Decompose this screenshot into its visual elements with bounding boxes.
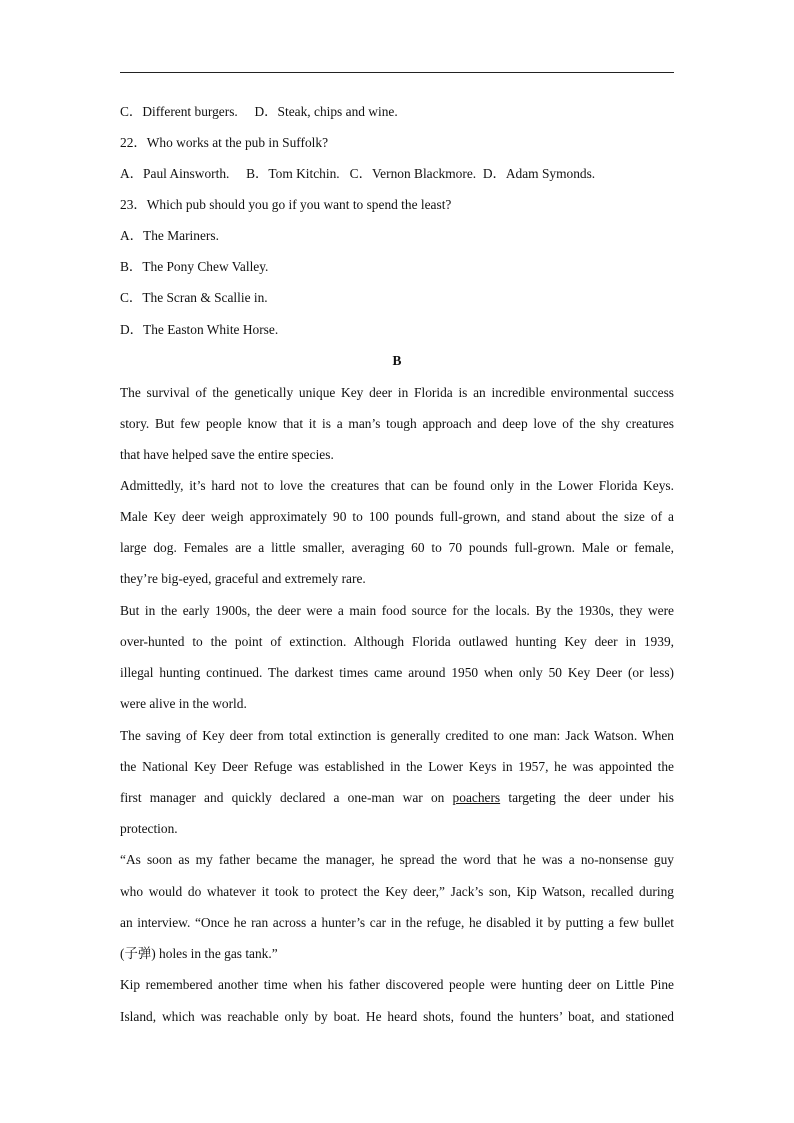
passage-line: the National Key Deer Refuge was established in the Lower Keys in 1957, he was appointed the: [120, 759, 674, 774]
passage-line: that have helped save the entire species.: [120, 447, 334, 462]
passage-line: “As soon as my father became the manager, he spread the word that he was a no-nonsense guy: [120, 852, 674, 867]
passage-line: were alive in the world.: [120, 696, 247, 711]
passage-line: large dog. Females are a little smaller, averaging 60 to 70 pounds full-grown. Male or female,: [120, 540, 674, 555]
question-23-option-b: B．The Pony Chew Valley.: [120, 259, 269, 274]
passage-line: Admittedly, it’s hard not to love the creatures that can be found only in the Lower Florida Keys.: [120, 478, 674, 493]
question-21-options-cd: C．Different burgers. D．Steak, chips and wine.: [120, 104, 398, 119]
question-23-option-d: D．The Easton White Horse.: [120, 322, 279, 337]
passage-text: targeting the deer under his: [508, 790, 674, 805]
passage-line: But in the early 1900s, the deer were a main food source for the locals. By the 1930s, they were: [120, 603, 674, 618]
passage-line: (子弹) holes in the gas tank.”: [120, 946, 278, 961]
passage-line: who would do whatever it took to protect the Key deer,” Jack’s son, Kip Watson, recalled during: [120, 884, 674, 899]
question-22-options: A．Paul Ainsworth. B．Tom Kitchin. C．Vernon Blackmore. D．Adam Symonds.: [120, 166, 596, 181]
underlined-word-poachers: poachers: [452, 790, 501, 805]
question-23-stem: 23．Which pub should you go if you want to spend the least?: [120, 197, 452, 212]
passage-line: Island, which was reachable only by boat. He heard shots, found the hunters’ boat, and stationed: [120, 1009, 674, 1024]
passage-line: Kip remembered another time when his father discovered people were hunting deer on Little Pine: [120, 977, 674, 992]
passage-line-with-underlined-word: [120, 790, 674, 806]
passage-text: first manager and quickly declared a one-man war on: [120, 790, 445, 805]
passage-line: illegal hunting continued. The darkest times came around 1950 when only 50 Key Deer (or less): [120, 665, 674, 680]
passage-line: story. But few people know that it is a man’s tough approach and deep love of the shy creatures: [120, 416, 674, 431]
question-22-stem: 22．Who works at the pub in Suffolk?: [120, 135, 329, 150]
passage-line: The saving of Key deer from total extinction is generally credited to one man: Jack Watson. When: [120, 728, 674, 743]
passage-line: an interview. “Once he ran across a hunter’s car in the refuge, he disabled it by putting a few bullet: [120, 915, 674, 930]
question-23-option-c: C．The Scran & Scallie in.: [120, 290, 268, 305]
passage-heading: B: [392, 353, 402, 368]
passage-line: over-hunted to the point of extinction. Although Florida outlawed hunting Key deer in 1939,: [120, 634, 674, 649]
question-23-option-a: A．The Mariners.: [120, 228, 219, 243]
passage-line: they’re big-eyed, graceful and extremely rare.: [120, 571, 366, 586]
passage-line: The survival of the genetically unique Key deer in Florida is an incredible environmental success: [120, 385, 674, 400]
header-rule: [120, 72, 674, 73]
passage-line: Male Key deer weigh approximately 90 to 100 pounds full-grown, and stand about the size of a: [120, 509, 674, 524]
passage-line: protection.: [120, 821, 178, 836]
